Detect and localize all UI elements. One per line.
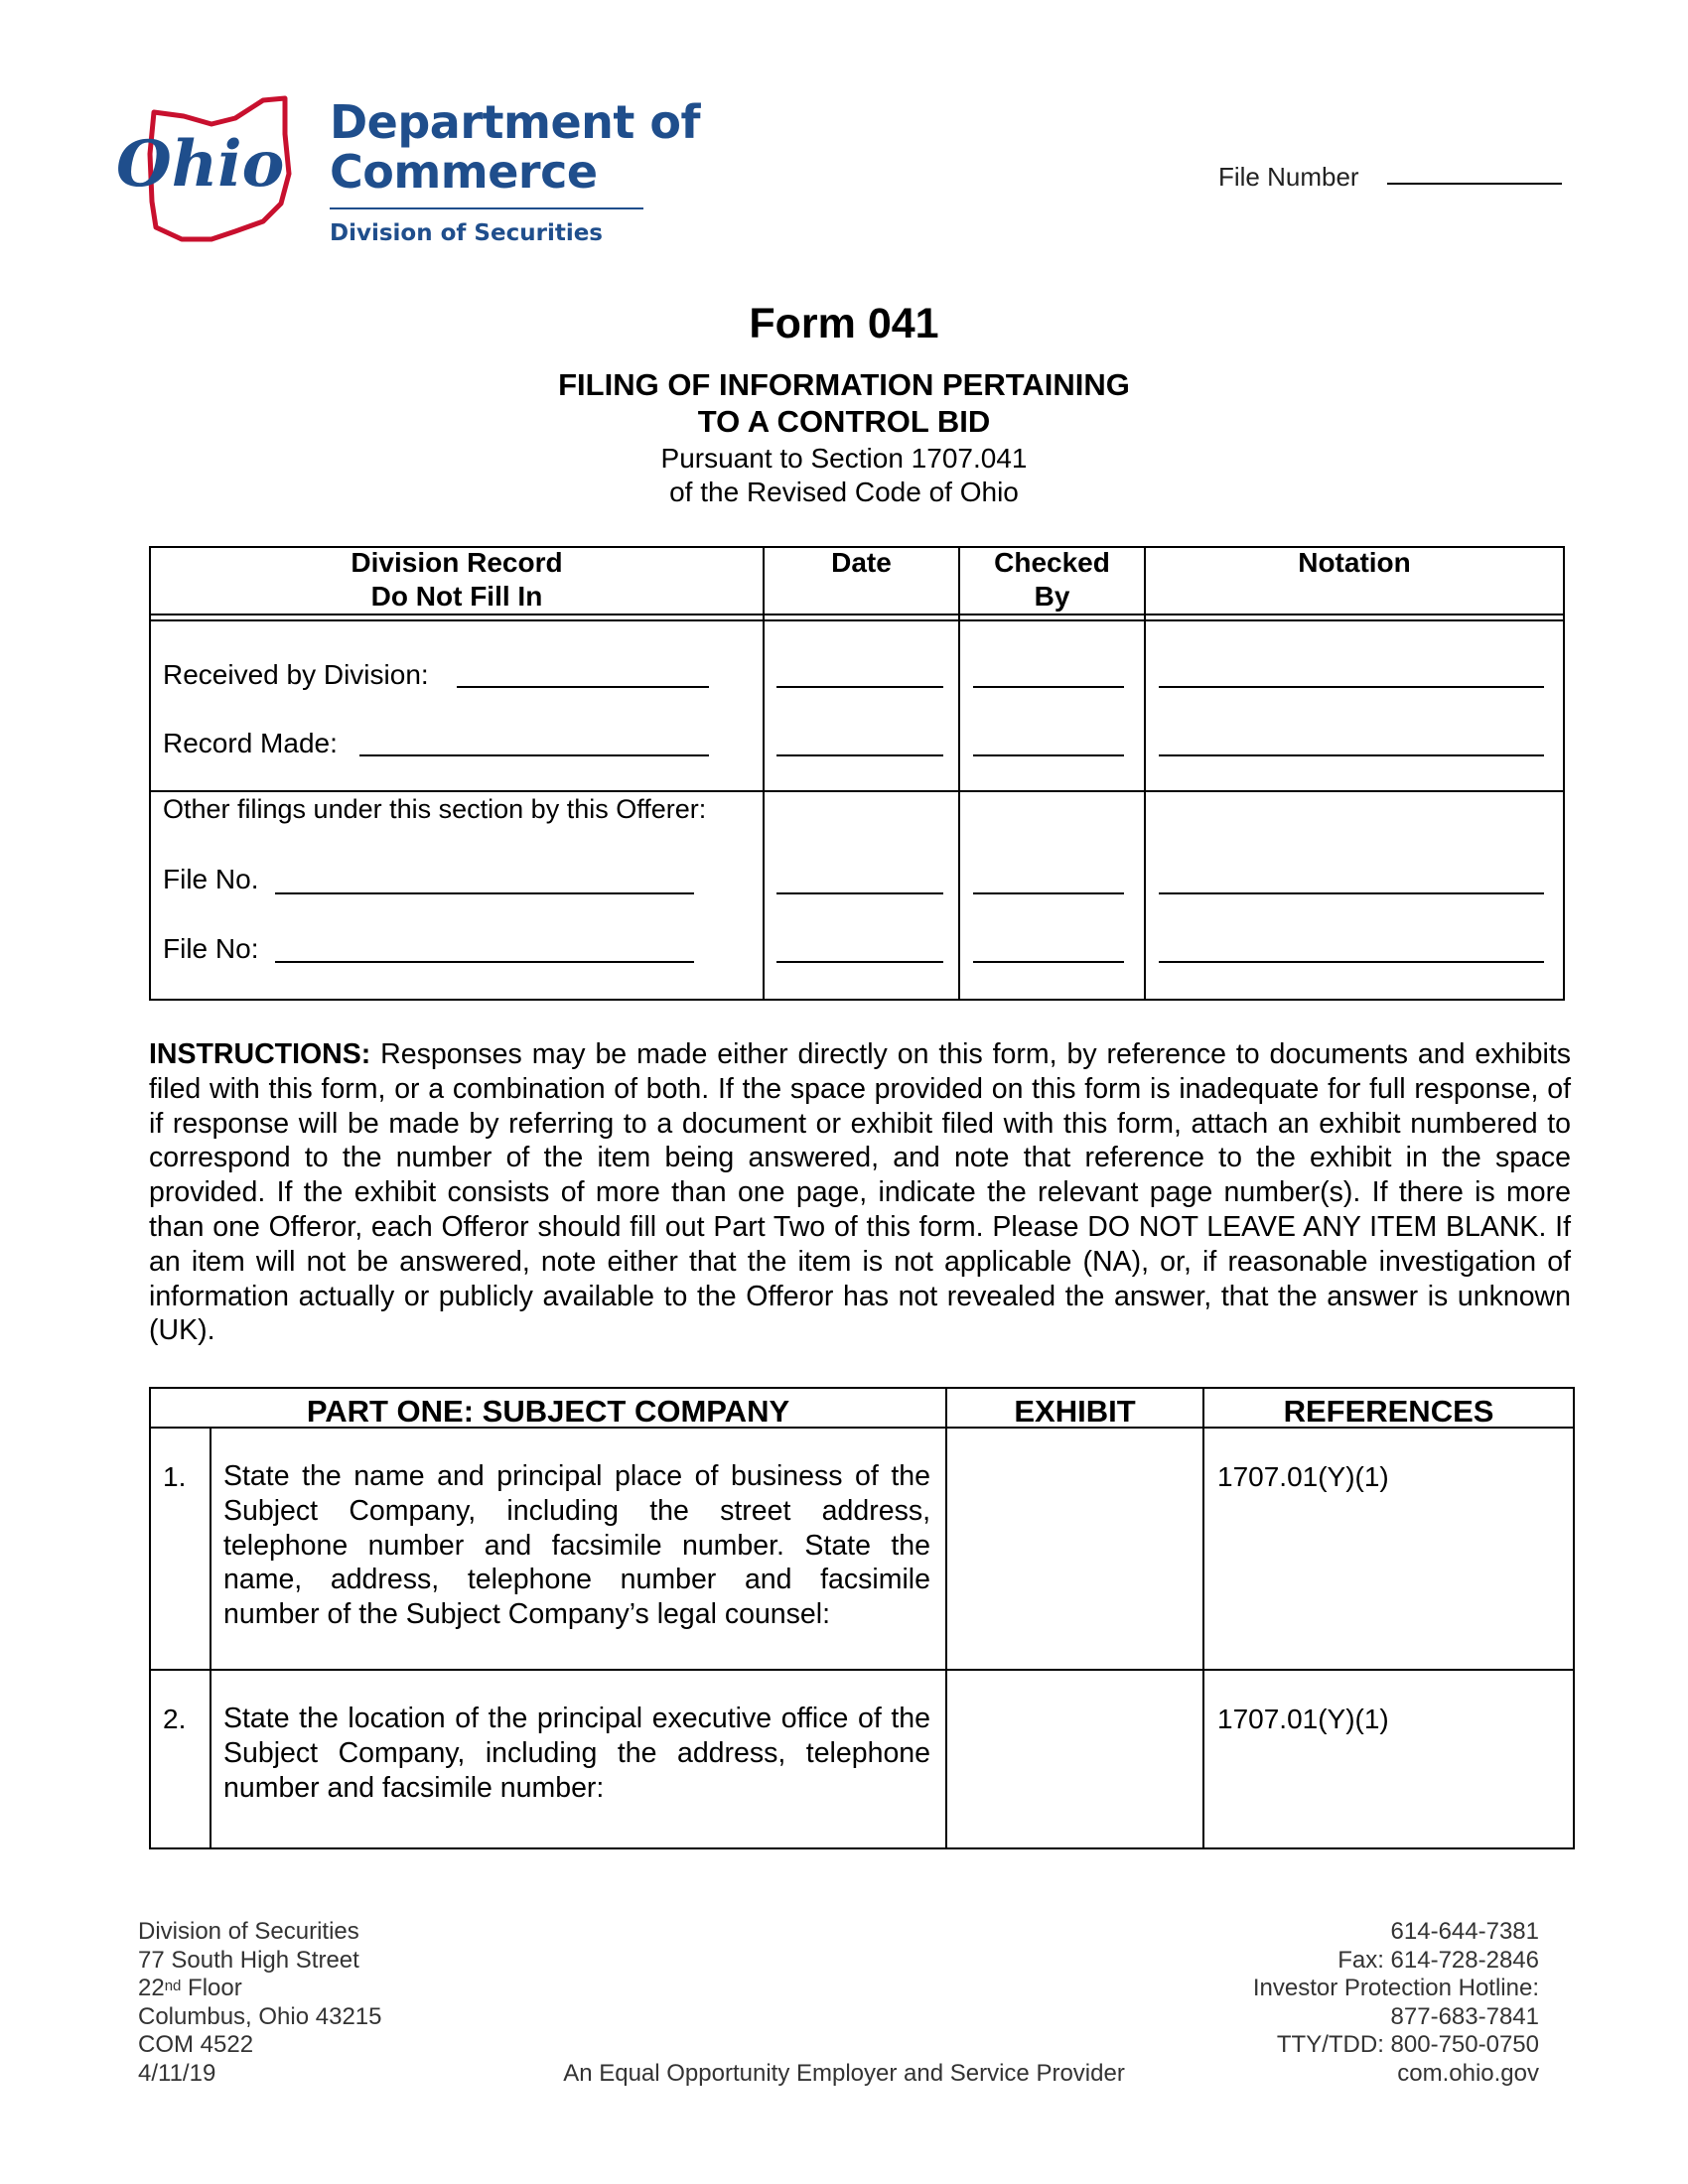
instructions-paragraph <box>149 1037 1571 1348</box>
table-rule <box>149 614 1565 615</box>
file-no-label-1: File No. <box>163 864 259 894</box>
file-no-2-checked-field[interactable] <box>973 961 1124 963</box>
form-statute-line2: of the Revised Code of Ohio <box>669 477 1019 507</box>
received-date-field[interactable] <box>776 686 943 688</box>
item-number: 1. <box>163 1461 187 1492</box>
file-no-field-2[interactable] <box>275 961 694 963</box>
header-divider <box>330 207 643 209</box>
file-no-1-checked-field[interactable] <box>973 892 1124 894</box>
col-head-notation: Notation <box>1298 547 1411 578</box>
instructions-label: INSTRUCTIONS: <box>149 1038 371 1070</box>
file-no-2-date-field[interactable] <box>776 961 943 963</box>
ohio-logo <box>114 94 313 243</box>
department-name-line1: Department of <box>330 95 701 149</box>
table-rule <box>945 1387 947 1849</box>
record-made-date-field[interactable] <box>776 754 943 756</box>
file-number-label: File Number <box>1218 162 1359 192</box>
file-no-1-date-field[interactable] <box>776 892 943 894</box>
item-exhibit-cell[interactable] <box>949 1673 1200 1847</box>
footer-address: Division of Securities 77 South High Street 22nd Floor Columbus, Ohio 43215 COM 4522 4/11/19 <box>138 1918 382 2087</box>
other-filings-label: Other filings under this section by this Offerer: <box>163 794 707 824</box>
division-name: Division of Securities <box>330 220 603 246</box>
file-no-1-notation-field[interactable] <box>1159 892 1544 894</box>
department-name-line2: Commerce <box>330 145 598 199</box>
form-subtitle-line1: FILING OF INFORMATION PERTAINING <box>558 367 1130 402</box>
record-made-checked-field[interactable] <box>973 754 1124 756</box>
record-made-notation-field[interactable] <box>1159 754 1544 756</box>
form-title: Form 041 <box>749 300 939 347</box>
col-head-checked-by: Checked By <box>994 547 1110 612</box>
file-no-label-2: File No: <box>163 933 259 964</box>
table-rule <box>149 1669 1575 1671</box>
record-made-field[interactable] <box>359 754 709 756</box>
item-question: State the location of the principal executive office of the Subject Company, including the address, telephone number and facsimile number: <box>223 1703 930 1804</box>
part-one-title: PART ONE: SUBJECT COMPANY <box>306 1394 790 1429</box>
ohio-state-outline-icon <box>114 94 313 243</box>
table-rule <box>1202 1387 1204 1849</box>
file-number-field[interactable] <box>1387 183 1562 185</box>
col-head-date: Date <box>831 547 892 578</box>
received-label: Received by Division: <box>163 659 429 690</box>
logo-wordmark: Ohio <box>116 127 285 202</box>
instructions-text: Responses may be made either directly on this form, by reference to documents and exhibits filed with this form, or a combination of both. If the space provided on this form is inadequate for full response, of if response will be made by referring to a document or exhibit filed with this form, attach an exhibit numbered to correspond to the number of the item being answered, and note that reference to the exhibit in the space provided. If the exhibit consists of more than one page, indicate the relevant page number(s). If there is more than one Offeror, each Offeror should fill out Part Two of this form. Please DO NOT LEAVE ANY ITEM BLANK. If an item will not be answered, note either that the item is not applicable (NA), or, if reasonable investigation of information actually or publicly available to the Offeror has not revealed the answer, that the answer is unknown (UK). <box>149 1038 1571 1347</box>
col-head-exhibit: EXHIBIT <box>1014 1394 1136 1429</box>
record-made-label: Record Made: <box>163 728 338 758</box>
file-no-field-1[interactable] <box>275 892 694 894</box>
footer-equal-opportunity: An Equal Opportunity Employer and Service Provider <box>563 2060 1125 2087</box>
received-checked-field[interactable] <box>973 686 1124 688</box>
footer-contact: 614-644-7381 Fax: 614-728-2846 Investor Protection Hotline: 877-683-7841 TTY/TDD: 800-750-0750 com.ohio.gov <box>1252 1918 1539 2087</box>
item-reference: 1707.01(Y)(1) <box>1217 1461 1389 1492</box>
table-rule <box>763 546 765 1001</box>
item-reference: 1707.01(Y)(1) <box>1217 1704 1389 1734</box>
col-head-references: REFERENCES <box>1283 1394 1494 1429</box>
table-rule <box>210 1427 211 1849</box>
form-statute-line1: Pursuant to Section 1707.041 <box>660 443 1028 474</box>
item-exhibit-cell[interactable] <box>949 1431 1200 1667</box>
col-head-division-record: Division Record Do Not Fill In <box>351 547 563 612</box>
received-notation-field[interactable] <box>1159 686 1544 688</box>
received-field[interactable] <box>457 686 709 688</box>
table-rule <box>149 619 1565 621</box>
table-rule <box>958 546 960 1001</box>
item-number: 2. <box>163 1704 187 1734</box>
table-rule <box>1144 546 1146 1001</box>
table-rule <box>149 790 1565 792</box>
file-no-2-notation-field[interactable] <box>1159 961 1544 963</box>
website-link[interactable]: com.ohio.gov <box>1397 2059 1539 2087</box>
item-question: State the name and principal place of business of the Subject Company, including the street address, telephone number and facsimile number. State the name, address, telephone number and facsimile number of the Subject Company’s legal counsel: <box>223 1460 930 1631</box>
form-subtitle-line2: TO A CONTROL BID <box>697 404 991 439</box>
